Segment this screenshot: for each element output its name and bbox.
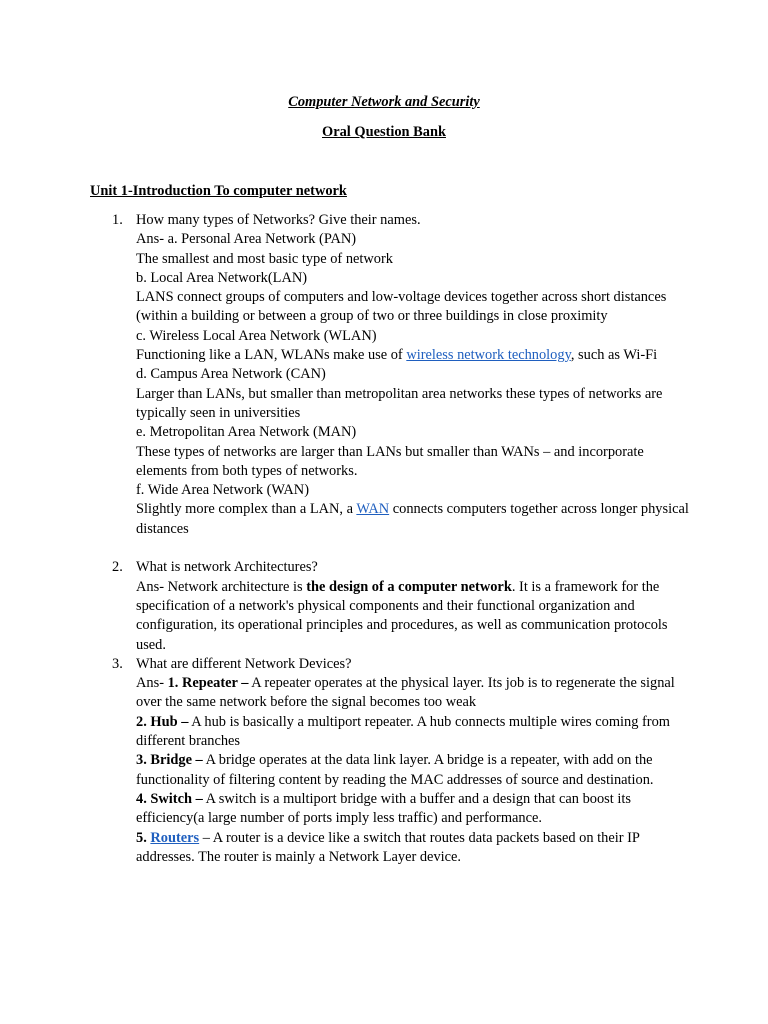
answer-prefix: Ans- Network architecture is (136, 578, 307, 595)
answer-text (136, 578, 690, 655)
description-text: Slightly more complex than a LAN, a (136, 501, 357, 518)
network-type-description (136, 346, 690, 365)
device-entry (136, 790, 690, 829)
device-label: 1. Repeater – (167, 675, 249, 692)
question-item-2 (90, 558, 690, 654)
device-label: 4. Switch – (136, 790, 203, 807)
device-label: 2. Hub – (136, 713, 189, 730)
wan-link[interactable]: WAN (356, 501, 390, 518)
network-type-label: d. Campus Area Network (CAN) (136, 366, 326, 383)
routers-link[interactable]: Routers (150, 829, 200, 846)
network-type-description: The smallest and most basic type of network (136, 250, 393, 267)
network-type-label: f. Wide Area Network (WAN) (136, 482, 309, 499)
answer-emphasis: the design of a computer network (306, 578, 512, 595)
network-type-description: Larger than LANs, but smaller than metropolitan area networks these types of networks are typically seen in universities (136, 385, 663, 421)
question-text: What are different Network Devices? (136, 655, 352, 672)
device-label: 5. (136, 829, 151, 846)
network-type-description (136, 500, 690, 539)
question-number: 3. (112, 655, 123, 672)
network-type-description: These types of networks are larger than LANs but smaller than WANs – and incorporate elements from both types of networks. (136, 443, 644, 479)
answer-body: . It is a framework for the specification of a network's physical components and their functional organization and configuration, its operational principles and procedures, as well as communication protocols used. (136, 578, 668, 653)
wireless-network-technology-link[interactable]: wireless network technology (406, 347, 571, 364)
answer-prefix: Ans- (136, 231, 168, 248)
description-text: Functioning like a LAN, WLANs make use of (136, 347, 407, 364)
network-type-description: LANS connect groups of computers and low-voltage devices together across short distances (within a building or between a group of two or three buildings in close proximity (136, 289, 667, 325)
question-number: 2. (112, 559, 123, 576)
device-label: 3. Bridge – (136, 752, 203, 769)
answer-prefix: Ans- (136, 675, 168, 692)
description-text: connects computers together across longer physical distances (136, 501, 689, 537)
device-description: A hub is basically a multiport repeater. A hub connects multiple wires coming from different branches (136, 713, 670, 750)
device-description: A bridge operates at the data link layer. A bridge is a repeater, with add on the functionality of filtering content by reading the MAC addresses of source and destination. (136, 752, 654, 788)
network-type-label: e. Metropolitan Area Network (MAN) (136, 424, 357, 441)
network-type-label: c. Wireless Local Area Network (WLAN) (136, 327, 377, 344)
device-description: A repeater operates at the physical layer. Its job is to regenerate the signal over the same network before the signal becomes too weak (136, 675, 675, 711)
device-entry (136, 751, 690, 790)
device-entry (136, 829, 690, 868)
description-text: , such as Wi-Fi (570, 347, 658, 364)
question-number: 1. (112, 212, 123, 228)
question-text: What is network Architectures? (136, 559, 318, 576)
answer-line (136, 230, 690, 249)
unit-heading: Unit 1-Introduction To computer network (90, 183, 347, 199)
question-text: How many types of Networks? Give their names. (136, 212, 421, 228)
question-list (90, 211, 690, 867)
question-item-1 (90, 211, 690, 539)
network-type-label: a. Personal Area Network (PAN) (167, 231, 357, 248)
device-description: A switch is a multiport bridge with a buffer and a design that can boost its efficiency(a large number of ports imply less traffic) and performance. (136, 790, 631, 827)
network-type-label: b. Local Area Network(LAN) (136, 269, 308, 286)
device-entry (136, 674, 690, 713)
device-entry (136, 713, 690, 752)
document-title: Computer Network and Security (288, 94, 480, 110)
device-description: – A router is a device like a switch that routes data packets based on their IP addresses. The router is mainly a Network Layer device. (136, 829, 640, 865)
blank-line (90, 539, 690, 558)
question-item-3 (90, 655, 690, 867)
document-subtitle: Oral Question Bank (322, 124, 446, 140)
